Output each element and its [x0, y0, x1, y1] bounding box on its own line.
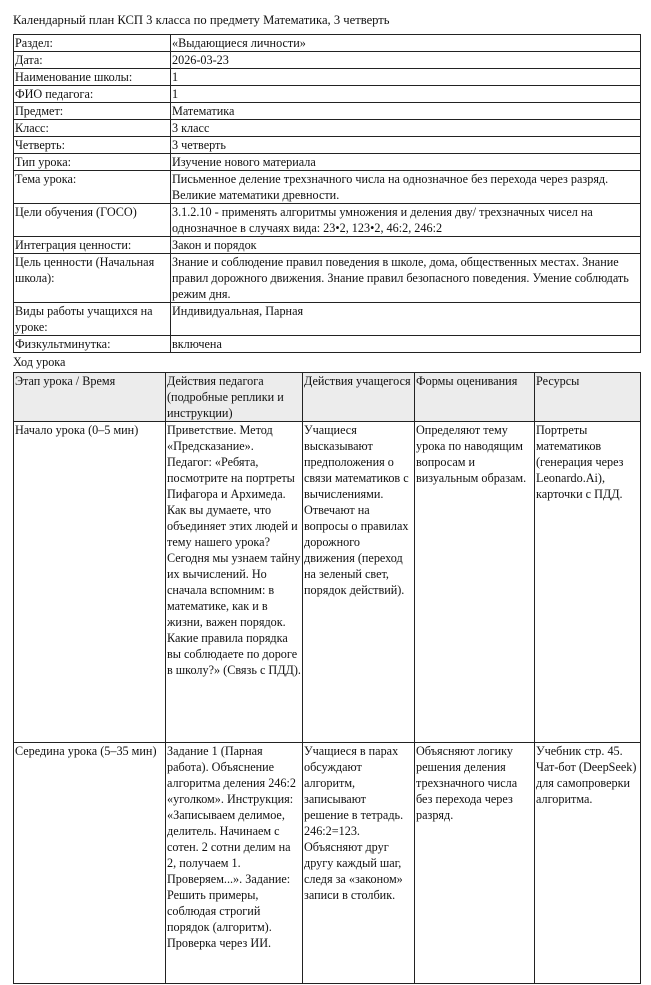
info-value: Изучение нового материала — [171, 154, 641, 171]
info-key: Тема урока: — [14, 171, 171, 204]
flow-cell-resources: Учебник стр. 45. Чат-бот (DeepSeek) для самопроверки алгоритма. — [535, 743, 641, 984]
info-value: Индивидуальная, Парная — [171, 303, 641, 336]
info-key: Цели обучения (ГОСО) — [14, 204, 171, 237]
flow-header-teacher: Действия педагога (подробные реплики и инструкции) — [166, 373, 303, 422]
flow-header-stage: Этап урока / Время — [14, 373, 166, 422]
info-value: Знание и соблюдение правил поведения в школе, дома, общественных местах. Знание правил дорожного движения. Знание правил безопасного поведения. Умение соблюдать режим дня. — [171, 254, 641, 303]
lesson-flow-title: Ход урока — [13, 355, 66, 369]
info-value: Математика — [171, 103, 641, 120]
info-key: Раздел: — [14, 35, 171, 52]
info-value: Письменное деление трехзначного числа на однозначное без перехода через разряд. Великие математики древности. — [171, 171, 641, 204]
info-value: 2026-03-23 — [171, 52, 641, 69]
info-value: 3 четверть — [171, 137, 641, 154]
info-value: 1 — [171, 69, 641, 86]
info-key: Интеграция ценности: — [14, 237, 171, 254]
info-value: 3.1.2.10 - применять алгоритмы умножения и деления дву/ трехзначных чисел на однозначное в случаях вида: 23•2, 123•2, 46:2, 246:2 — [171, 204, 641, 237]
flow-cell-student: Учащиеся высказывают предположения о связи математиков с вычислениями. Отвечают на вопросы о правилах дорожного движения (переход на зеленый свет, порядок действий). — [303, 422, 415, 743]
info-key: Класс: — [14, 120, 171, 137]
info-row-value-goal — [14, 254, 641, 303]
flow-cell-teacher: Задание 1 (Парная работа). Объяснение алгоритма деления 246:2 «уголком». Инструкция: «Записываем делимое, делитель. Начинаем с сотен. 2 сотни делим на 2, получаем 1. Проверяем...». Задание: Решить примеры, соблюдая строгий порядок (алгоритм). Проверка через ИИ. — [166, 743, 303, 984]
flow-header-row — [14, 373, 641, 422]
flow-row — [14, 743, 641, 984]
info-row-teacher — [14, 86, 641, 103]
info-row-pe-break — [14, 336, 641, 353]
info-value: 1 — [171, 86, 641, 103]
lesson-flow-table — [13, 372, 641, 984]
info-row-section — [14, 35, 641, 52]
flow-cell-assessment: Объясняют логику решения деления трехзначного числа без перехода через разряд. — [415, 743, 535, 984]
flow-cell-stage: Начало урока (0–5 мин) — [14, 422, 166, 743]
info-row-school — [14, 69, 641, 86]
flow-cell-student: Учащиеся в парах обсуждают алгоритм, записывают решение в тетрадь. 246:2=123. Объясняют друг другу каждый шаг, следя за «законом» записи в столбик. — [303, 743, 415, 984]
info-key: Физкультминутка: — [14, 336, 171, 353]
info-row-subject — [14, 103, 641, 120]
info-key: Дата: — [14, 52, 171, 69]
info-row-date — [14, 52, 641, 69]
info-key: Предмет: — [14, 103, 171, 120]
info-key: Тип урока: — [14, 154, 171, 171]
flow-cell-teacher: Приветствие. Метод «Предсказание». Педагог: «Ребята, посмотрите на портреты Пифагора и Архимеда. Как вы думаете, что объединяет этих людей и тему нашего урока? Сегодня мы узнаем тайну их вычислений. Но сначала вспомним: в математике, как и в жизни, важен порядок. Какие правила порядка вы соблюдаете по дороге в школу?» (Связь с ПДД). — [166, 422, 303, 743]
flow-header-assessment: Формы оценивания — [415, 373, 535, 422]
flow-header-student: Действия учащегося — [303, 373, 415, 422]
info-key: Наименование школы: — [14, 69, 171, 86]
info-row-goals — [14, 204, 641, 237]
info-key: Четверть: — [14, 137, 171, 154]
info-value: включена — [171, 336, 641, 353]
flow-header-resources: Ресурсы — [535, 373, 641, 422]
info-value: «Выдающиеся личности» — [171, 35, 641, 52]
info-row-topic — [14, 171, 641, 204]
lesson-info-table — [13, 34, 641, 353]
info-row-lesson-type — [14, 154, 641, 171]
flow-row — [14, 422, 641, 743]
flow-cell-assessment: Определяют тему урока по наводящим вопросам и визуальным образам. — [415, 422, 535, 743]
info-key: Цель ценности (Начальная школа): — [14, 254, 171, 303]
info-key: ФИО педагога: — [14, 86, 171, 103]
info-row-value-integration — [14, 237, 641, 254]
flow-cell-stage: Середина урока (5–35 мин) — [14, 743, 166, 984]
info-row-quarter — [14, 137, 641, 154]
info-row-work-types — [14, 303, 641, 336]
flow-cell-resources: Портреты математиков (генерация через Leonardo.Ai), карточки с ПДД. — [535, 422, 641, 743]
info-value: Закон и порядок — [171, 237, 641, 254]
info-key: Виды работы учащихся на уроке: — [14, 303, 171, 336]
info-value: 3 класс — [171, 120, 641, 137]
info-row-class — [14, 120, 641, 137]
document-title: Календарный план КСП 3 класса по предмету Математика, 3 четверть — [13, 13, 390, 27]
